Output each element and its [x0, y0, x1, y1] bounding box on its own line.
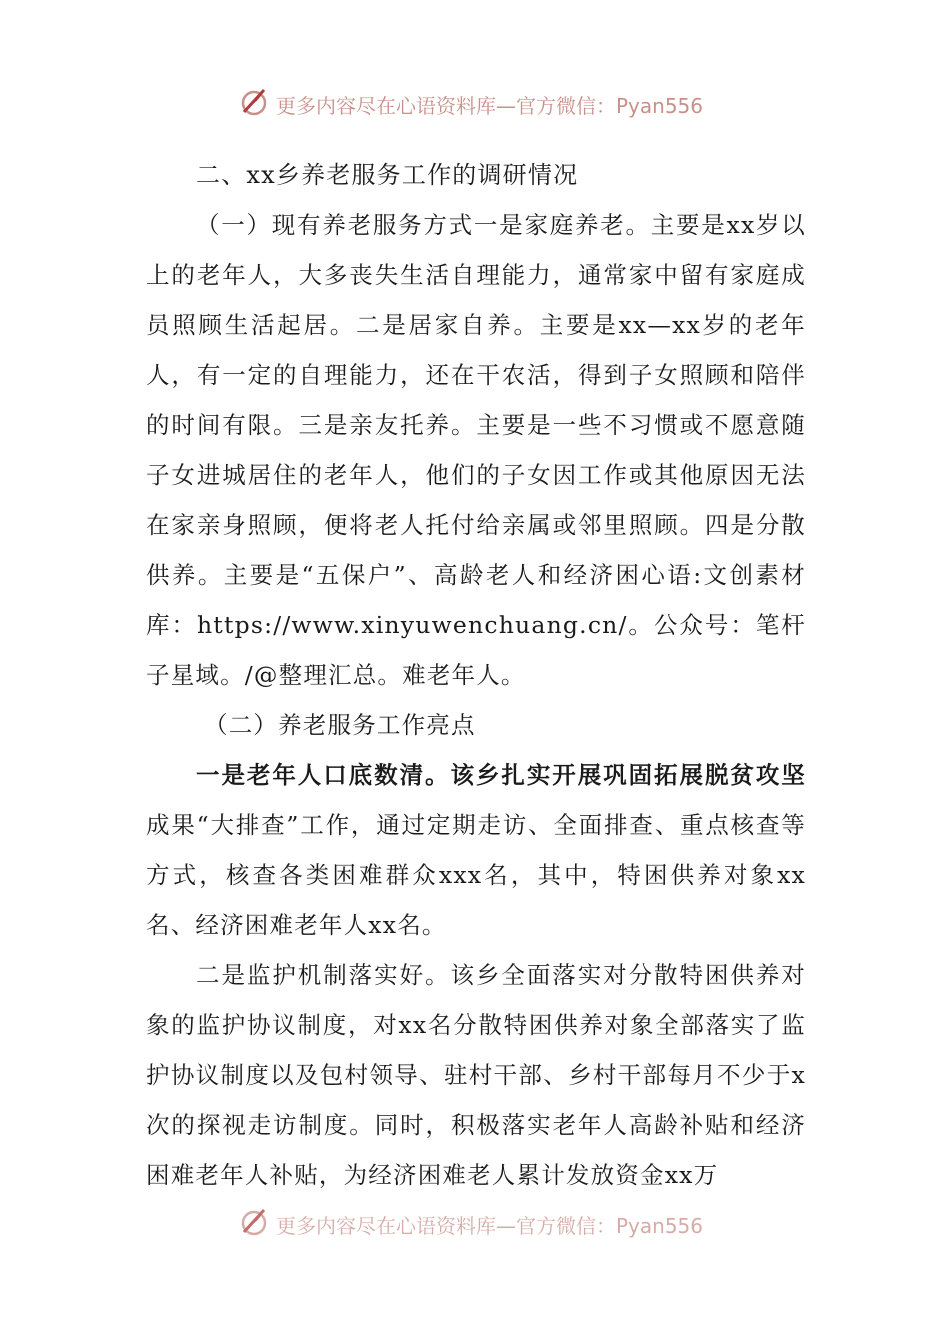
quill-logo-icon	[238, 86, 270, 123]
subheading-highlights: （二）养老服务工作亮点	[204, 711, 476, 739]
document-body	[146, 150, 806, 1200]
watermark-text: 更多内容尽在心语资料库—官方微信：Pyan556	[276, 94, 704, 118]
section-heading: 二、xx乡养老服务工作的调研情况	[196, 161, 579, 189]
point-1-body: 成果“大排查”工作，通过定期走访、全面排查、重点核查等方式，核查各类困难群众xxx名，其中，特困供养对象xx名、经济困难老年人xx名。	[146, 811, 806, 939]
watermark-footer	[238, 1206, 703, 1243]
paragraph-care-methods: （一）现有养老服务方式一是家庭养老。主要是xx岁以上的老年人，大多丧失生活自理能力，通常家中留有家庭成员照顾生活起居。二是居家自养。主要是xx—xx岁的老年人，有一定的自理能力，还在干农活，得到子女照顾和陪伴的时间有限。三是亲友托养。主要是一些不习惯或不愿意随子女进城居住的老年人，他们的子女因工作或其他原因无法在家亲身照顾，便将老人托付给亲属或邻里照顾。四是分散供养。主要是“五保户”、高龄老人和经济困心语:文创素材库：https://www.xinyuwenchuang.cn/。公众号：笔杆子星域。/@整理汇总。难老年人。	[146, 211, 806, 689]
quill-logo-icon	[238, 1206, 270, 1243]
paragraph-point-2: 二是监护机制落实好。该乡全面落实对分散特困供养对象的监护协议制度，对xx名分散特困供养对象全部落实了监护协议制度以及包村领导、驻村干部、乡村干部每月不少于x次的探视走访制度。同时，积极落实老年人高龄补贴和经济困难老年人补贴，为经济困难老人累计发放资金xx万	[146, 961, 806, 1189]
paragraph-point-1	[146, 750, 806, 950]
watermark-text: 更多内容尽在心语资料库—官方微信：Pyan556	[276, 1214, 704, 1238]
point-1-lead: 一是老年人口底数清。该乡扎实开展巩固拓展脱贫攻坚	[196, 761, 806, 789]
watermark-header	[238, 86, 703, 123]
